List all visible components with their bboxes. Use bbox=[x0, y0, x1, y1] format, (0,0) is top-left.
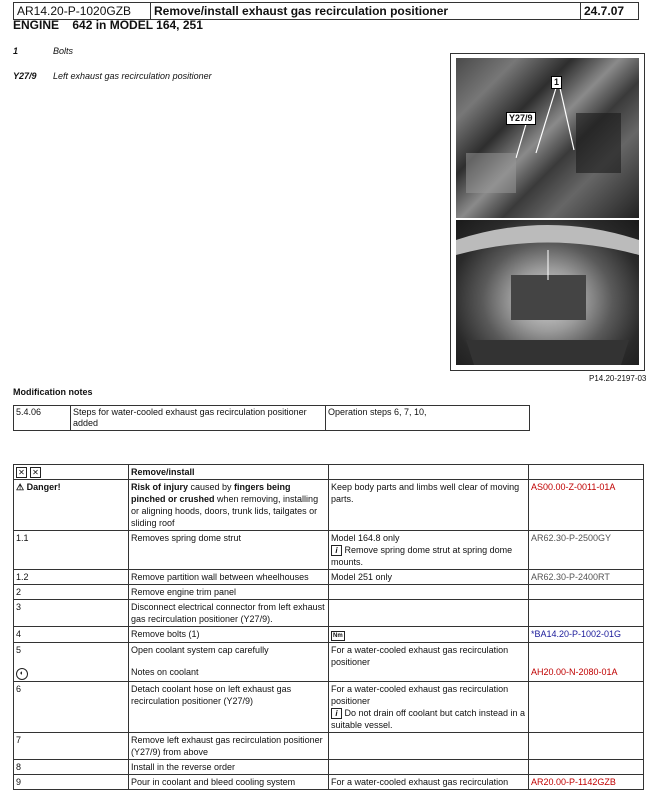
step-action: Removes spring dome strut bbox=[129, 531, 329, 570]
risk-text: caused by bbox=[188, 482, 235, 493]
empty-cell bbox=[329, 465, 529, 480]
step-action: Notes on coolant bbox=[131, 667, 199, 678]
info-icon: i bbox=[331, 708, 342, 719]
modification-table bbox=[13, 405, 530, 431]
note-text: For a water-cooled exhaust gas recirculation positioner bbox=[331, 684, 509, 707]
table-row bbox=[14, 760, 644, 775]
empty-cell bbox=[529, 760, 644, 775]
table-row bbox=[14, 531, 644, 570]
callout-1: 1 bbox=[551, 76, 562, 89]
doc-title: Remove/install exhaust gas recirculation positioner bbox=[151, 3, 581, 20]
empty-cell bbox=[529, 465, 644, 480]
header-title: Remove/install bbox=[129, 465, 329, 480]
empty-cell bbox=[329, 600, 529, 627]
modification-row bbox=[14, 406, 530, 431]
table-header-row bbox=[14, 465, 644, 480]
modification-title: Modification notes bbox=[13, 387, 93, 397]
legend-item-1 bbox=[13, 46, 74, 56]
engine-bay-shapes bbox=[456, 220, 639, 365]
mod-text: Steps for water-cooled exhaust gas recirculation positioner added bbox=[71, 406, 326, 431]
step-action: Pour in coolant and bleed cooling system bbox=[129, 775, 329, 790]
assembly-icon: ✕ bbox=[30, 467, 41, 478]
step-number: 2 bbox=[14, 585, 129, 600]
procedure-table bbox=[13, 464, 644, 790]
table-row bbox=[14, 682, 644, 733]
step-action: Remove engine trim panel bbox=[129, 585, 329, 600]
empty-cell bbox=[329, 760, 529, 775]
engine-detail-photo bbox=[456, 58, 639, 218]
legend-code: Y27/9 bbox=[13, 71, 37, 81]
info-text: Remove spring dome strut at spring dome mounts. bbox=[331, 545, 513, 568]
engine-bay-photo bbox=[456, 220, 639, 365]
step-ref-link[interactable]: *BA14.20-P-1002-01G bbox=[529, 627, 644, 643]
ref-cell bbox=[529, 643, 644, 682]
step-ref-link[interactable]: AH20.00-N-2080-01A bbox=[531, 667, 618, 678]
legend-code: 1 bbox=[13, 46, 19, 56]
table-row bbox=[14, 570, 644, 585]
header-icons bbox=[14, 465, 129, 480]
risk-text: when removing, installing or aligning hoods, doors, trunk lids, tailgates or sliding roof bbox=[131, 494, 319, 529]
step-ref-link[interactable]: AR62.30-P-2400RT bbox=[529, 570, 644, 585]
step-number: 8 bbox=[14, 760, 129, 775]
empty-cell bbox=[329, 733, 529, 760]
info-line bbox=[331, 544, 526, 568]
step-note bbox=[329, 531, 529, 570]
legend-text: Bolts bbox=[53, 46, 74, 56]
risk-bold: Risk of injury bbox=[131, 482, 189, 493]
step-number: 3 bbox=[14, 600, 129, 627]
step-number: 9 bbox=[14, 775, 129, 790]
empty-cell bbox=[529, 733, 644, 760]
table-row bbox=[14, 585, 644, 600]
info-line bbox=[331, 707, 526, 731]
step-action: Disconnect electrical connector from left exhaust gas recirculation positioner (Y27/9). bbox=[129, 600, 329, 627]
callout-lines bbox=[456, 58, 639, 218]
info-icon: i bbox=[331, 545, 342, 556]
step-action: Remove bolts (1) bbox=[129, 627, 329, 643]
danger-label: Danger! bbox=[26, 482, 61, 493]
step-note: For a water-cooled exhaust gas recirculation positioner bbox=[329, 643, 529, 682]
table-row bbox=[14, 600, 644, 627]
engine-model: 642 in MODEL 164, 251 bbox=[72, 18, 203, 32]
step-action: Open coolant system cap carefully bbox=[131, 645, 269, 656]
legend-item-2 bbox=[13, 71, 313, 81]
engine-label: ENGINE bbox=[13, 18, 60, 32]
step-number: 4 bbox=[14, 627, 129, 643]
step-note: For a water-cooled exhaust gas recirculation bbox=[329, 775, 529, 790]
table-row bbox=[14, 627, 644, 643]
step-note bbox=[329, 682, 529, 733]
tools-icon: ✕ bbox=[16, 467, 27, 478]
figure-reference: P14.20-2197-03 bbox=[589, 374, 647, 383]
step-action: Remove left exhaust gas recirculation positioner (Y27/9) from above bbox=[129, 733, 329, 760]
table-row bbox=[14, 733, 644, 760]
legend-text: Left exhaust gas recirculation positioner bbox=[53, 71, 212, 81]
step-ref-link[interactable]: AR62.30-P-2500GY bbox=[529, 531, 644, 570]
info-text: Do not drain off coolant but catch instead in a suitable vessel. bbox=[331, 708, 525, 731]
engine-line bbox=[13, 18, 203, 32]
note-text: Model 164.8 only bbox=[331, 533, 400, 544]
torque-cell bbox=[329, 627, 529, 643]
danger-ref-link[interactable]: AS00.00-Z-0011-01A bbox=[529, 480, 644, 531]
step-cell bbox=[14, 643, 129, 682]
notes-icon: ◐ bbox=[16, 668, 28, 680]
torque-icon: Nm bbox=[333, 633, 343, 640]
danger-measure: Keep body parts and limbs well clear of moving parts. bbox=[329, 480, 529, 531]
callout-y27-9: Y27/9 bbox=[506, 112, 536, 125]
step-number: 5 bbox=[16, 645, 22, 656]
empty-cell bbox=[329, 585, 529, 600]
empty-cell bbox=[529, 682, 644, 733]
step-number: 7 bbox=[14, 733, 129, 760]
step-action: Detach coolant hose on left exhaust gas recirculation positioner (Y27/9) bbox=[129, 682, 329, 733]
warning-icon: ⚠ bbox=[16, 482, 25, 493]
risk-bold: fingers being pinched or crushed bbox=[131, 482, 291, 505]
step-number: 1.2 bbox=[14, 570, 129, 585]
step-action: Install in the reverse order bbox=[129, 760, 329, 775]
empty-cell bbox=[529, 585, 644, 600]
doc-date: 24.7.07 bbox=[584, 4, 625, 18]
empty-cell bbox=[529, 600, 644, 627]
step-note: Model 251 only bbox=[329, 570, 529, 585]
danger-text bbox=[129, 480, 329, 531]
danger-cell bbox=[14, 480, 129, 531]
step-number: 1.1 bbox=[14, 531, 129, 570]
figure-frame bbox=[450, 53, 645, 371]
doc-number: AR14.20-P-1020GZB bbox=[14, 3, 151, 20]
step-number: 6 bbox=[14, 682, 129, 733]
step-action-cell bbox=[129, 643, 329, 682]
table-row bbox=[14, 775, 644, 790]
step-action: Remove partition wall between wheelhouses bbox=[129, 570, 329, 585]
step-ref-link[interactable]: AR20.00-P-1142GZB bbox=[529, 775, 644, 790]
mod-date: 5.4.06 bbox=[14, 406, 71, 431]
table-row bbox=[14, 643, 644, 682]
mod-note: Operation steps 6, 7, 10, bbox=[326, 406, 530, 431]
danger-row bbox=[14, 480, 644, 531]
